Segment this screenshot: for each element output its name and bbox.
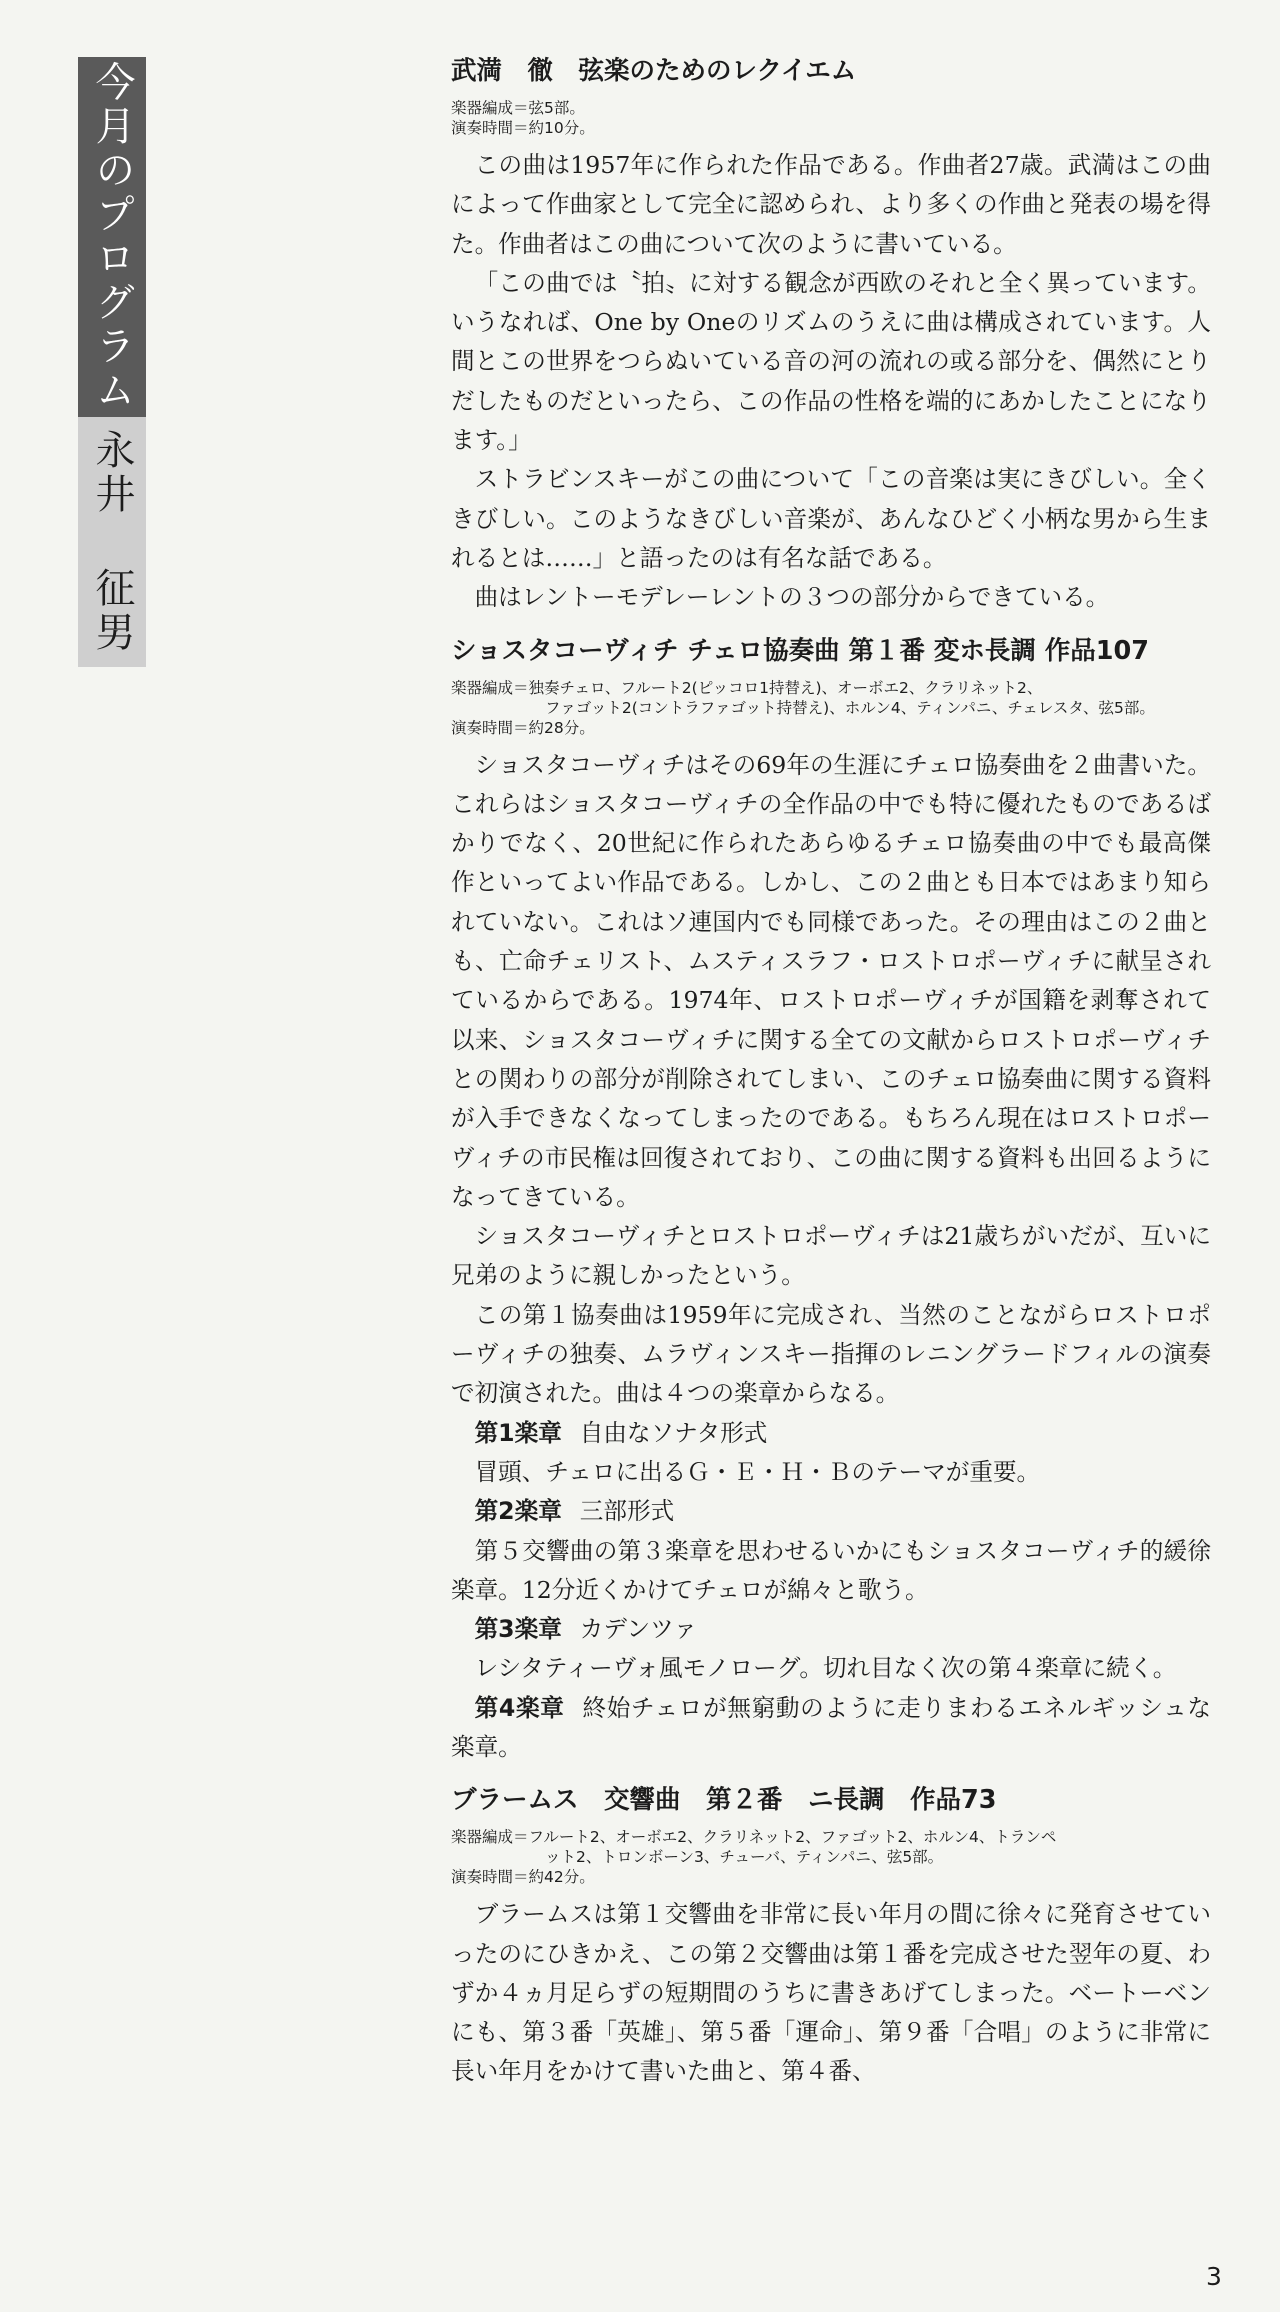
instrumentation: 楽器編成＝フルート2、オーボエ2、クラリネット2、ファゴット2、ホルン4、トランペ — [451, 1828, 1057, 1847]
paragraph: 曲はレントーモデレーレントの３つの部分からできている。 — [474, 583, 1110, 612]
program-notes — [451, 50, 1211, 2104]
movement-label: 第1楽章 — [474, 1418, 562, 1447]
movement-heading — [451, 1492, 1211, 1531]
duration: 演奏時間＝約42分。 — [451, 1868, 595, 1887]
movement-label: 第2楽章 — [474, 1497, 562, 1526]
movement-form: 三部形式 — [579, 1497, 675, 1526]
movement-label: 第4楽章 — [474, 1693, 565, 1722]
instrumentation-continued: ット2、トロンボーン3、チューバ、ティンパニ、弦5部。 — [545, 1848, 944, 1867]
movement-form: 自由なソナタ形式 — [579, 1418, 768, 1447]
side-label — [78, 57, 146, 667]
movement-form: カデンツァ — [579, 1615, 698, 1644]
duration: 演奏時間＝約10分。 — [451, 119, 595, 137]
instrumentation: 楽器編成＝弦5部。 — [451, 99, 585, 117]
movement-form: 終始チェロが無窮動のように走りまわるエネルギッシュな楽章。 — [451, 1693, 1211, 1761]
movement-description: レシタティーヴォ風モノローグ。切れ目なく次の第４楽章に続く。 — [474, 1654, 1177, 1683]
side-label-heading-box — [78, 57, 146, 417]
movement-description: 冒頭、チェロに出るＧ・Ｅ・Ｈ・Ｂのテーマが重要。 — [474, 1457, 1041, 1486]
page-number: 3 — [1206, 2262, 1222, 2291]
paragraph: ブラームスは第１交響曲を非常に長い年月の間に徐々に発育させていったのにひきかえ、この第２交響曲は第１番を完成させた翌年の夏、わずか４ヵ月足らずの短期間のうちに書きあげてしまった。ベートーベンにも、第３番「英雄」、第５番「運命」、第９番「合唱」のように非常に長い年月をかけて書いた曲と、第４番、 — [451, 1900, 1211, 2086]
movement-heading — [451, 1610, 1211, 1649]
paragraph: ショスタコーヴィチはその69年の生涯にチェロ協奏曲を２曲書いた。これらはショスタコーヴィチの全作品の中でも特に優れたものであるばかりでなく、20世紀に作られたあらゆるチェロ協奏曲の中でも最高傑作といってよい作品である。しかし、この２曲とも日本ではあまり知られていない。これはソ連国内でも同様であった。その理由はこの２曲とも、亡命チェリスト、ムスティスラフ・ロストロポーヴィチに献呈されているからである。1974年、ロストロポーヴィチが国籍を剥奪されて以来、ショスタコーヴィチに関する全ての文献からロストロポーヴィチとの関わりの部分が削除されてしまい、このチェロ協奏曲に関する資料が入手できなくなってしまったのである。もちろん現在はロストロポーヴィチの市民権は回復されており、この曲に関する資料も出回るようになってきている。 — [451, 750, 1211, 1211]
piece-takemitsu — [451, 50, 1211, 618]
instrumentation-continued: ファゴット2(コントラファゴット持替え)、ホルン4、ティンパニ、チェレスタ、弦5部。 — [545, 698, 1155, 717]
movement-label: 第3楽章 — [474, 1615, 562, 1644]
piece-meta — [451, 98, 1211, 138]
piece-meta — [451, 678, 1211, 738]
side-label-heading: 今月のプログラム — [89, 61, 135, 413]
piece-title: 武満 徹 弦楽のためのレクイエム — [451, 56, 857, 86]
paragraph: ショスタコーヴィチとロストロポーヴィチは21歳ちがいだが、互いに兄弟のように親しかったという。 — [451, 1222, 1211, 1290]
piece-shostakovich — [451, 630, 1211, 1768]
piece-brahms — [451, 1779, 1211, 2091]
paragraph: この第１協奏曲は1959年に完成され、当然のことながらロストロポーヴィチの独奏、ムラヴィンスキー指揮のレニングラードフィルの演奏で初演された。曲は４つの楽章からなる。 — [451, 1300, 1211, 1408]
paragraph: 「この曲では〝拍〟に対する観念が西欧のそれと全く異っています。いうなれば、One by Oneのリズムのうえに曲は構成されています。人間とこの世界をつらぬいている音の河の流れの或る部分を、偶然にとりだしたものだといったら、この作品の性格を端的にあかしたことになります。」 — [451, 268, 1211, 455]
movement-heading — [451, 1689, 1211, 1768]
paragraph: この曲は1957年に作られた作品である。作曲者27歳。武満はこの曲によって作曲家として完全に認められ、より多くの作曲と発表の場を得た。作曲者はこの曲について次のように書いている。 — [451, 151, 1211, 258]
piece-title: ブラームス 交響曲 第２番 ニ長調 作品73 — [451, 1785, 997, 1816]
movement-heading — [451, 1414, 1211, 1453]
movement-description: 第５交響曲の第３楽章を思わせるいかにもショスタコーヴィチ的緩徐楽章。12分近くかけてチェロが綿々と歌う。 — [451, 1536, 1211, 1604]
piece-meta — [451, 1827, 1211, 1887]
duration: 演奏時間＝約28分。 — [451, 718, 595, 737]
paragraph: ストラビンスキーがこの曲について「この音楽は実にきびしい。全くきびしい。このようなきびしい音楽が、あんなひどく小柄な男から生まれるとは……」と語ったのは有名な話である。 — [451, 465, 1211, 572]
piece-title: ショスタコーヴィチ チェロ協奏曲 第１番 変ホ長調 作品107 — [451, 635, 1149, 666]
side-label-author-box — [78, 417, 146, 667]
instrumentation: 楽器編成＝独奏チェロ、フルート2(ピッコロ1持替え)、オーボエ2、クラリネット2、 — [451, 678, 1043, 697]
side-label-author: 永井 征男 — [89, 429, 135, 655]
